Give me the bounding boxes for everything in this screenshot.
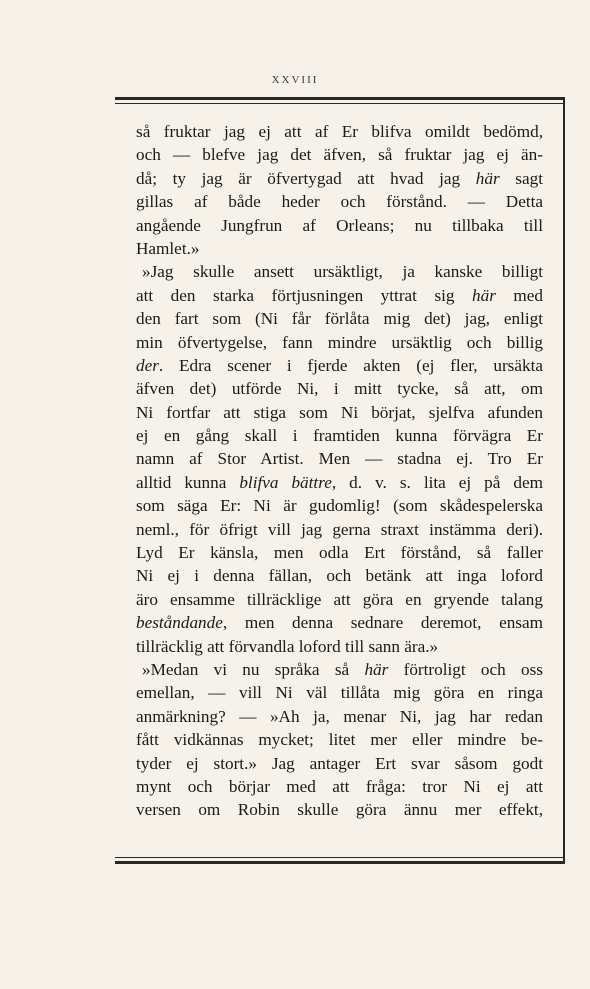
text-line: alltid kunna blifva bättre, d. v. s. lita ej på dem	[136, 472, 543, 492]
text-line: emellan, — vill Ni väl tillåta mig göra en ringa	[136, 683, 543, 703]
text-line: Hamlet.»	[136, 238, 200, 258]
text-line: äfven det) utförde Ni, i mitt tycke, så att, om	[136, 379, 543, 399]
text-line: beståndande, men denna sednare deremot, ensam	[136, 613, 543, 633]
text-line: »Jag skulle ansett ursäktligt, ja kanske billigt	[142, 262, 543, 282]
text-line: anmärkning? — »Ah ja, menar Ni, jag har redan	[136, 706, 543, 726]
text-line: så fruktar jag ej att af Er blifva omildt bedömd,	[136, 122, 543, 141]
text-line: angående Jungfrun af Orleans; nu tillbaka till	[136, 215, 543, 235]
text-line: mynt och börjar med att fråga: tror Ni ej att	[136, 776, 543, 796]
text-line: Lyd Er känsla, men odla Ert förstånd, så faller	[136, 543, 543, 563]
text-line: versen om Robin skulle göra ännu mer effekt,	[136, 800, 543, 820]
text-line: att den starka förtjusningen yttrat sig här med	[136, 285, 543, 305]
text-line: tillräcklig att förvandla loford till sann ära.»	[136, 636, 439, 656]
text-line: ej en gång skall i framtiden kunna förvägra Er	[136, 426, 543, 446]
text-line: tyder ej stort.» Jag antager Ert svar såsom godt	[136, 753, 543, 773]
text-line: gillas af både heder och förstånd. — Detta	[136, 192, 543, 212]
text-line: den fart som (Ni får förlåta mig det) jag, enligt	[136, 309, 543, 329]
text-line: min öfvertygelse, fann mindre ursäktlig och billig	[136, 332, 543, 352]
text-line: namn af Stor Artist. Men — stadna ej. Tro Er	[136, 449, 543, 469]
text-line: der. Edra scener i fjerde akten (ej fler, ursäkta	[136, 355, 543, 375]
page-folio: XXVIII	[271, 74, 319, 86]
text-line: äro ensamme tillräcklige att göra en gryende talang	[136, 589, 543, 609]
body-text	[136, 120, 543, 822]
text-line: Ni ej i denna fällan, och betänk att inga loford	[136, 566, 543, 586]
text-line: Ni fortfar att stiga som Ni börjat, sjelfva afunden	[136, 402, 543, 422]
text-line: och — blefve jag det äfven, så fruktar jag ej än-	[136, 145, 543, 165]
text-line: då; ty jag är öfvertygad att hvad jag här sagt	[136, 168, 543, 188]
text-line: som säga Er: Ni är gudomlig! (som skådespelerska	[136, 496, 543, 516]
text-line: fått vidkännas mycket; litet mer eller mindre be-	[136, 730, 543, 750]
text-line: »Medan vi nu språka så här förtroligt och oss	[142, 659, 543, 679]
text-line: neml., för öfrigt vill jag gerna straxt instämma deri).	[136, 519, 543, 539]
